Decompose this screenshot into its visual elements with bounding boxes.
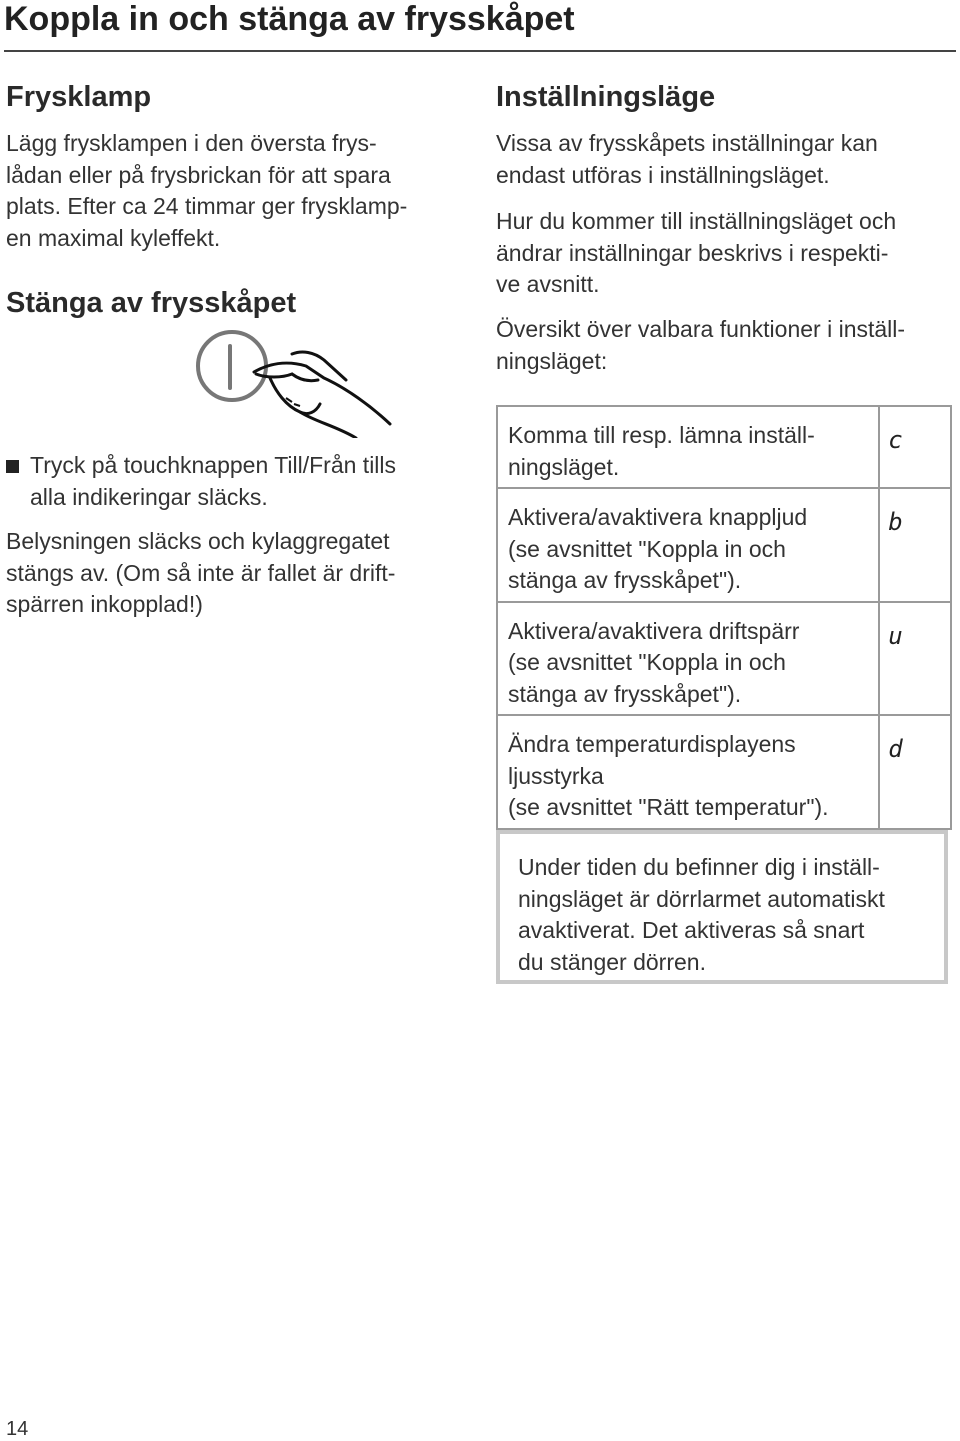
note-box [496,830,948,984]
display-symbol: u [888,621,903,650]
table-cell-symbol [879,488,951,602]
table-cell-description [497,715,879,829]
frysklamp-heading: Frysklamp [6,81,152,113]
frysklamp-paragraph [6,128,407,254]
text-line: Tryck på touchknappen Till/Från tills [30,452,397,478]
display-symbol: d [888,735,903,763]
text-line: avaktiverat. Det aktiveras så snart [518,917,865,943]
stanga-heading: Stänga av frysskåpet [6,287,297,319]
settings-table [496,405,952,830]
text-line: Under tiden du befinner dig i inställ- [518,854,880,880]
text-line: stängs av. (Om så inte är fallet är drift- [6,559,396,586]
text-line: Komma till resp. lämna inställ- [508,422,815,448]
overview-paragraph [496,314,905,377]
text-line: (se avsnittet "Koppla in och [508,535,786,562]
howto-paragraph [496,206,896,301]
intro-paragraph [496,128,878,191]
table-row [497,715,951,829]
text-line: Översikt över valbara funktioner i inställ- [496,316,906,342]
text-line: stänga av frysskåpet"). [508,567,742,593]
display-symbol: b [888,508,903,536]
table-cell-description [497,406,879,488]
text-line: lådan eller på frysbrickan för att spara [6,161,391,188]
text-line: ningsläget. [508,453,620,480]
text-line: stänga av frysskåpet"). [508,680,742,707]
text-line: Lägg frysklampen i den översta frys- [6,130,377,156]
note-text [518,852,943,978]
installningslage-heading: Inställningsläge [496,81,716,113]
bullet-square-icon [6,460,19,473]
title-divider [4,50,956,52]
text-line: (se avsnittet "Koppla in och [508,649,786,675]
text-line: ändrar inställningar beskrivs i respekti- [496,239,889,266]
text-line: Belysningen släcks och kylaggregatet [6,528,390,554]
page-number: 14 [6,1418,29,1440]
text-line: Hur du kommer till inställningsläget och [496,208,897,234]
instruction-step [30,450,396,513]
table-cell-symbol [879,406,951,488]
text-line: Vissa av frysskåpets inställningar kan [496,130,878,156]
text-line: ningsläget: [496,347,608,374]
text-line: alla indikeringar släcks. [30,483,268,510]
text-line: ningsläget är dörrlarmet automatiskt [518,885,885,912]
text-line: plats. Efter ca 24 timmar ger frysklamp- [6,193,408,219]
text-line: (se avsnittet "Rätt temperatur"). [508,794,829,820]
text-line: Aktivera/avaktivera knappljud [508,504,808,530]
result-paragraph [6,526,395,621]
table-cell-symbol [879,602,951,716]
display-symbol: c [888,426,903,454]
table-row [497,602,951,716]
text-line: ve avsnitt. [496,271,600,297]
table-cell-symbol [879,715,951,829]
table-cell-description [497,488,879,602]
table-cell-description [497,602,879,716]
text-line: en maximal kyleffekt. [6,224,221,251]
hand-pressing-power-button-icon [196,326,396,438]
table-row [497,406,951,488]
text-line: spärren inkopplad!) [6,591,203,617]
text-line: du stänger dörren. [518,948,706,975]
page-title: Koppla in och stänga av frysskåpet [4,0,575,38]
text-line: ljusstyrka [508,762,604,789]
text-line: Ändra temperaturdisplayens [508,731,796,757]
text-line: Aktivera/avaktivera driftspärr [508,617,800,644]
table-row [497,488,951,602]
text-line: endast utföras i inställningsläget. [496,161,830,188]
